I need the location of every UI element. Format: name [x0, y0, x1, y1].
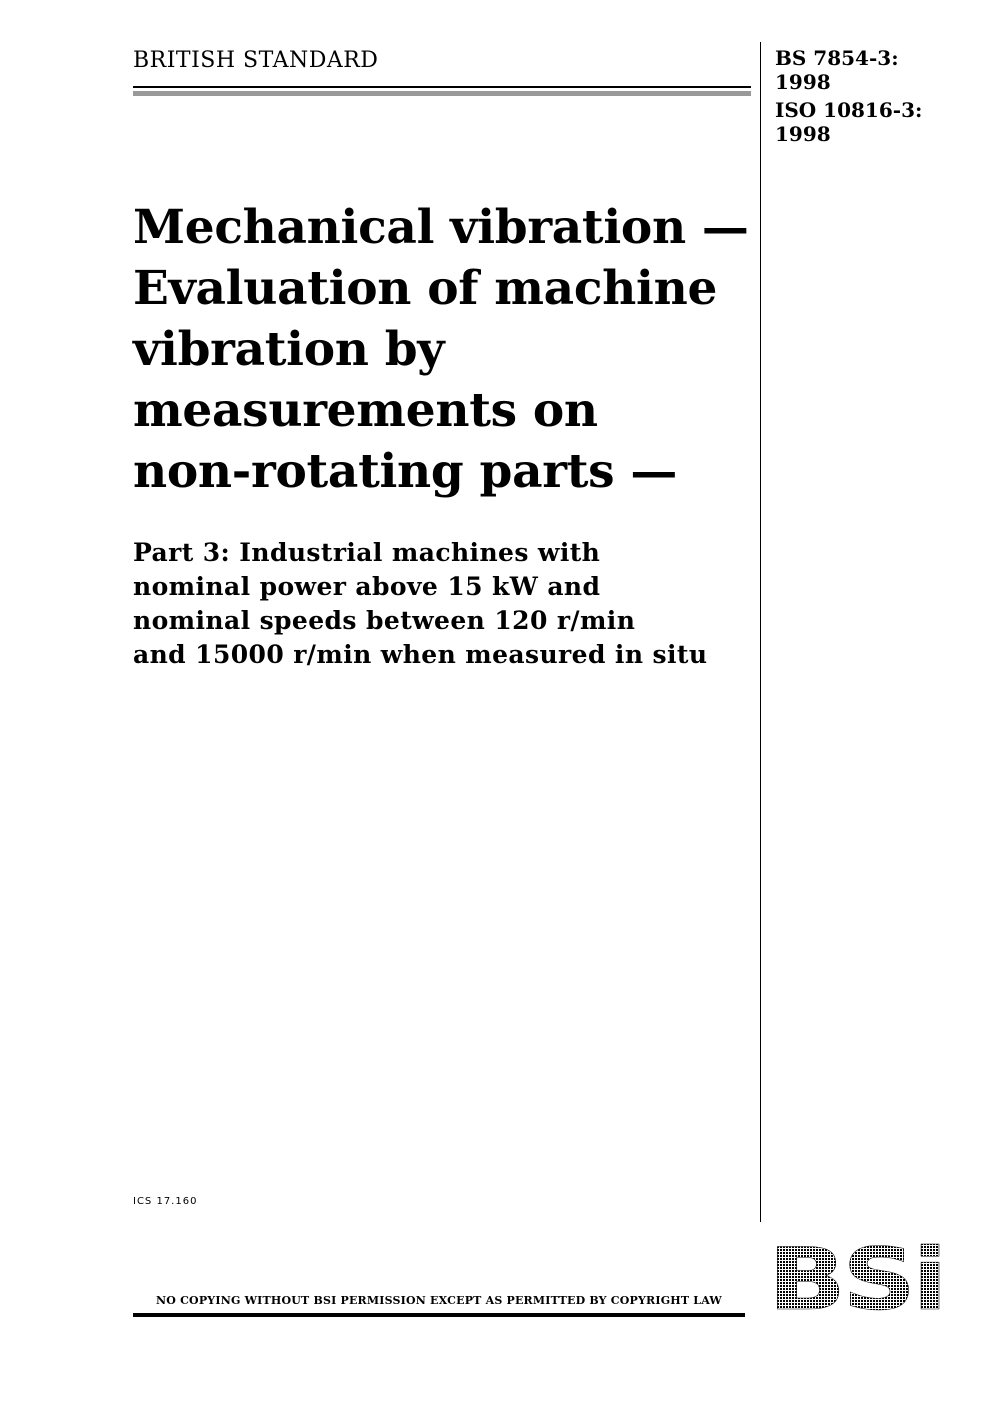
footer-rule [133, 1313, 745, 1317]
title-line: non-rotating parts — [133, 444, 678, 499]
title-line: vibration by [133, 322, 445, 377]
ics-code: ICS 17.160 [133, 1196, 198, 1207]
bsi-logo [768, 1243, 946, 1313]
standard-id-iso-year: 1998 [775, 122, 831, 146]
subtitle-line: nominal speeds between 120 r/min [133, 606, 636, 635]
title-line: measurements on [133, 383, 598, 438]
standard-id-bs-year: 1998 [775, 70, 831, 94]
standard-id-iso: ISO 10816-3: [775, 98, 923, 122]
document-title [133, 197, 753, 502]
copyright-notice: NO COPYING WITHOUT BSI PERMISSION EXCEPT AS PERMITTED BY COPYRIGHT LAW [156, 1294, 722, 1307]
subtitle-line: and 15000 r/min when measured in situ [133, 640, 708, 669]
title-line: Evaluation of machine [133, 261, 718, 316]
vertical-divider [760, 42, 761, 1222]
header-rule [133, 86, 751, 96]
standard-id-bs: BS 7854-3: [775, 46, 899, 70]
document-subtitle [133, 536, 753, 672]
subtitle-line: Part 3: Industrial machines with [133, 538, 601, 567]
title-line: Mechanical vibration — [133, 200, 749, 255]
document-type-label: BRITISH STANDARD [133, 48, 379, 73]
subtitle-line: nominal power above 15 kW and [133, 572, 601, 601]
standard-identifiers [775, 46, 975, 146]
svg-text:BSi: BSi [768, 1243, 944, 1313]
